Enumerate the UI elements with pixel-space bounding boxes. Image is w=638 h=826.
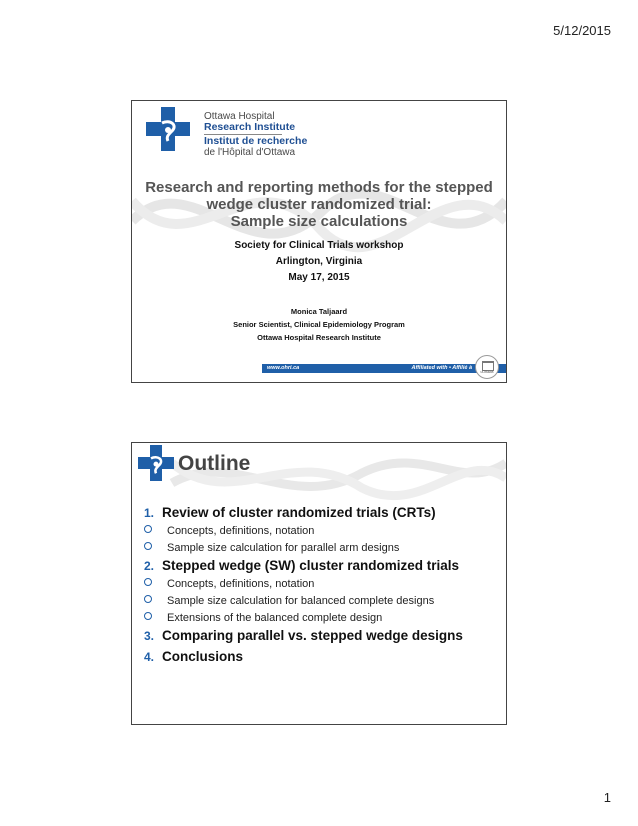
outline-subitem xyxy=(144,542,399,554)
outline-item-2 xyxy=(144,558,459,573)
slide-footer-bar xyxy=(262,364,506,373)
slide-title: Outline xyxy=(178,452,251,475)
subitem-text: Sample size calculation for parallel arm designs xyxy=(167,542,400,554)
seal-caption: uOttawa xyxy=(480,370,494,374)
logo-line-4: de l'Hôpital d'Ottawa xyxy=(204,147,296,158)
outline-subitem xyxy=(144,595,434,607)
logo-line-3: Institut de recherche xyxy=(204,135,308,147)
event-date: May 17, 2015 xyxy=(288,272,350,283)
circle-bullet-icon xyxy=(144,525,152,533)
item-text: Stepped wedge (SW) cluster randomized trials xyxy=(162,558,460,573)
slide-title xyxy=(132,179,506,230)
page-number: 1 xyxy=(603,790,611,805)
item-number: 2. xyxy=(144,559,155,573)
outline-subitem xyxy=(144,612,382,624)
outline-subitem xyxy=(144,578,314,590)
title-slide xyxy=(131,100,507,383)
outline-subitem xyxy=(144,525,314,537)
item-text: Conclusions xyxy=(162,649,244,664)
item-number: 4. xyxy=(144,650,155,664)
item-text: Review of cluster randomized trials (CRTs) xyxy=(162,505,436,520)
circle-bullet-icon xyxy=(144,595,152,603)
author-name: Monica Taljaard xyxy=(290,307,348,316)
title-line-2: wedge cluster randomized trial: xyxy=(206,196,432,213)
subitem-text: Extensions of the balanced complete design xyxy=(167,612,383,624)
logo-line-1: Ottawa Hospital xyxy=(204,111,275,122)
ohri-logo-icon xyxy=(146,107,190,151)
ohri-logo-text xyxy=(204,111,307,158)
author-title: Senior Scientist, Clinical Epidemiology Program xyxy=(233,320,405,329)
outline-item-1 xyxy=(144,505,436,520)
event-name: Society for Clinical Trials workshop xyxy=(234,240,404,251)
outline-item-3 xyxy=(144,628,463,643)
title-line-1: Research and reporting methods for the stepped xyxy=(145,179,493,196)
affiliation-label: Affiliated with • Affilié à xyxy=(411,365,472,371)
outline-slide xyxy=(131,442,507,725)
author-affiliation: Ottawa Hospital Research Institute xyxy=(257,333,381,342)
subitem-text: Concepts, definitions, notation xyxy=(167,525,315,537)
circle-bullet-icon xyxy=(144,578,152,586)
outline-item-4 xyxy=(144,649,243,664)
item-number: 1. xyxy=(144,506,155,520)
subitem-text: Sample size calculation for balanced complete designs xyxy=(167,595,435,607)
item-text: Comparing parallel vs. stepped wedge designs xyxy=(162,628,463,643)
title-line-3: Sample size calculations xyxy=(230,213,408,230)
subitem-text: Concepts, definitions, notation xyxy=(167,578,315,590)
website-label: www.ohri.ca xyxy=(267,365,300,371)
print-date: 5/12/2015 xyxy=(553,23,611,38)
circle-bullet-icon xyxy=(144,542,152,550)
circle-bullet-icon xyxy=(144,612,152,620)
ohri-logo-icon xyxy=(138,445,174,481)
logo-line-2: Research Institute xyxy=(204,121,296,133)
event-location: Arlington, Virginia xyxy=(275,256,363,267)
university-seal-icon xyxy=(475,355,499,379)
item-number: 3. xyxy=(144,629,155,643)
